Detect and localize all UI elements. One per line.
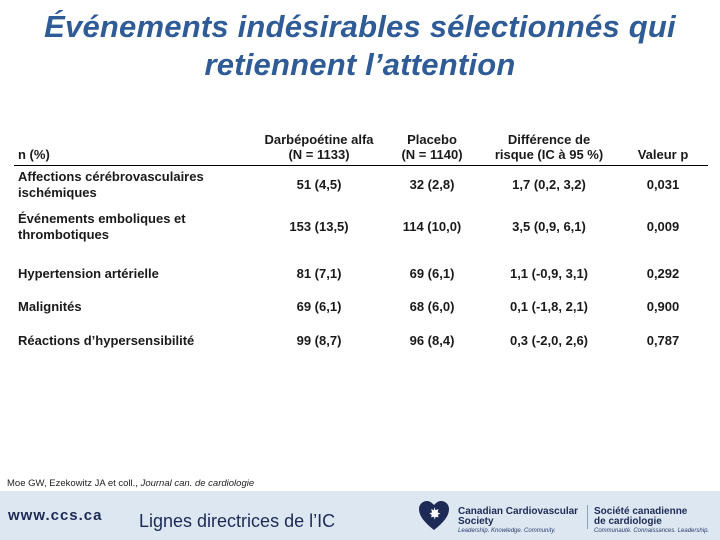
header-risk-difference: Différence de risque (IC à 95 %) (480, 128, 618, 166)
cell-darbepoetin: 153 (13,5) (289, 219, 349, 234)
cell-p-value: 0,900 (646, 299, 680, 314)
cell-placebo: 114 (10,0) (402, 219, 462, 234)
cell-placebo: 32 (2,8) (409, 177, 455, 192)
row-label: Malignités (18, 299, 82, 314)
cell-darbepoetin: 51 (4,5) (296, 177, 342, 192)
slide-title-line1: Événements indésirables sélectionnés qui (44, 9, 676, 44)
cell-risk-difference: 3,5 (0,9, 6,1) (512, 219, 586, 234)
ccs-tagline-fr: Communauté. Connaissances. Leadership. (594, 528, 710, 534)
header-p-value: Valeur p (618, 128, 708, 166)
citation-journal: Journal can. de cardiologie (140, 478, 255, 489)
cell-darbepoetin: 81 (7,1) (296, 266, 342, 281)
ccs-name-fr: Société canadienne de cardiologie (594, 506, 688, 527)
cell-p-value: 0,292 (646, 266, 680, 281)
table-row (14, 250, 708, 288)
cell-p-value: 0,009 (646, 219, 680, 234)
row-label: Réactions d’hypersensibilité (18, 333, 195, 348)
program-name: Lignes directrices de l’IC (139, 511, 336, 531)
cell-risk-difference: 1,7 (0,2, 3,2) (512, 177, 586, 192)
slide-title (0, 8, 720, 84)
cell-darbepoetin: 99 (8,7) (296, 333, 342, 348)
cell-risk-difference: 0,1 (-1,8, 2,1) (509, 299, 589, 314)
header-darbepoetin: Darbépoétine alfa (N = 1133) (254, 128, 384, 166)
cell-placebo: 68 (6,0) (409, 299, 455, 314)
row-label: Hypertension artérielle (18, 266, 159, 281)
ccs-tagline-en: Leadership. Knowledge. Community. (458, 528, 556, 534)
table-row (14, 288, 708, 324)
cell-placebo: 96 (8,4) (409, 333, 455, 348)
row-label: Affections cérébrovasculaires ischémiques (18, 169, 204, 200)
cell-p-value: 0,787 (646, 333, 680, 348)
cell-risk-difference: 0,3 (-2,0, 2,6) (509, 333, 589, 348)
table-row (14, 166, 708, 205)
header-placebo: Placebo (N = 1140) (384, 128, 480, 166)
ccs-logo (416, 495, 716, 537)
ccs-name-en: Canadian Cardiovascular Society (458, 506, 579, 527)
table-row (14, 204, 708, 250)
logo-divider (587, 505, 588, 529)
footer-band (0, 491, 720, 540)
cell-risk-difference: 1,1 (-0,9, 3,1) (509, 266, 589, 281)
heart-maple-leaf-icon (416, 497, 452, 533)
citation (7, 478, 254, 489)
table-header-row (14, 128, 708, 166)
citation-authors: Moe GW, Ezekowitz JA et coll., (7, 478, 141, 489)
cell-p-value: 0,031 (646, 177, 680, 192)
cell-placebo: 69 (6,1) (409, 266, 455, 281)
website-link[interactable]: www.ccs.ca (8, 507, 103, 524)
header-n-percent: n (%) (14, 128, 254, 166)
adverse-events-table (14, 128, 708, 358)
slide-title-line2: retiennent l’attention (204, 47, 516, 82)
table-row (14, 324, 708, 358)
cell-darbepoetin: 69 (6,1) (296, 299, 342, 314)
row-label: Événements emboliques et thrombotiques (18, 211, 186, 242)
